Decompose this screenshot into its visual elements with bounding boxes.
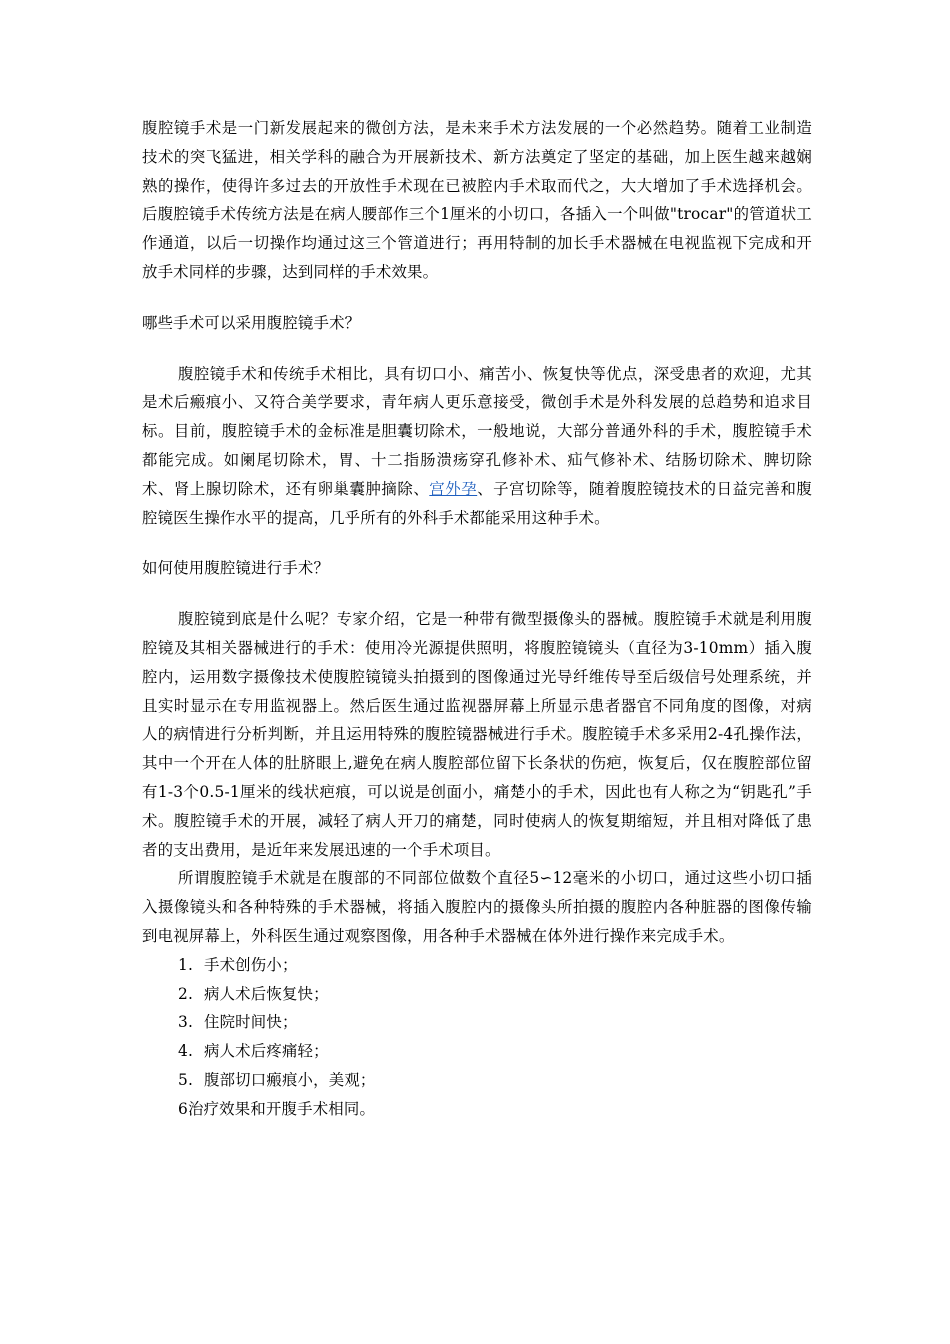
intro-paragraph: 腹腔镜手术是一门新发展起来的微创方法，是未来手术方法发展的一个必然趋势。随着工业制造技术的突飞猛进，相关学科的融合为开展新技术、新方法奠定了坚定的基础，加上医生越来越娴熟的操作，使得许多过去的开放性手术现在已被腔内手术取而代之，大大增加了手术选择机会。后腹腔镜手术传统方法是在病人腰部作三个1厘米的小切口，各插入一个叫做"trocar"的管道状工作通道，以后一切操作均通过这三个管道进行；再用特制的加长手术器械在电视监视下完成和开放手术同样的步骤，达到同样的手术效果。 xyxy=(142,119,812,281)
list-item-last: 6治疗效果和开腹手术相同。 xyxy=(178,1099,376,1118)
list-item-text: 手术创伤小； xyxy=(204,955,298,974)
list-item xyxy=(142,1037,812,1066)
which-surgeries-text-start: 腹腔镜手术和传统手术相比，具有切口小、痛苦小、恢复快等优点，深受患者的欢迎，尤其是术后瘢痕小、又符合美学要求，青年病人更乐意接受，微创手术是外科发展的总趋势和追求目标。目前，腹腔镜手术的金标准是胆囊切除术，一般地说，大部分普通外科的手术，腹腔镜手术都能完成。如阑尾切除术，胃、十二指肠溃疡穿孔修补术、疝气修补术、结肠切除术、脾切除术、肾上腺切除术，还有卵巢囊肿摘除、 xyxy=(142,364,812,498)
list-item-number: 5. xyxy=(178,1070,194,1089)
list-item-number: 2. xyxy=(178,984,194,1003)
list-item-text: 腹部切口瘢痕小，美观； xyxy=(204,1070,376,1089)
list-item xyxy=(142,1008,812,1037)
section-heading-which-surgeries: 哪些手术可以采用腹腔镜手术？ xyxy=(142,313,361,332)
list-item-number: 1. xyxy=(178,955,194,974)
which-surgeries-paragraph xyxy=(142,360,812,533)
list-item-text: 住院时间快； xyxy=(204,1013,298,1032)
list-item-text: 病人术后恢复快； xyxy=(204,984,329,1003)
which-surgeries-text-end: 、子宫切除等，随着腹腔镜技术的日益完善和腹腔镜医生操作水平的提高，几乎所有的外科手术都能采用这种手术。 xyxy=(142,479,812,527)
how-to-use-paragraph-2: 所谓腹腔镜手术就是在腹部的不同部位做数个直径5∽12毫米的小切口，通过这些小切口插入摄像镜头和各种特殊的手术器械，将插入腹腔内的摄像头所拍摄的腹腔内各种脏器的图像传输到电视屏幕上，外科医生通过观察图像，用各种手术器械在体外进行操作来完成手术。 xyxy=(142,869,812,945)
list-item xyxy=(142,951,812,980)
list-item xyxy=(142,1066,812,1095)
advantages-list xyxy=(142,951,812,1095)
list-item-number: 4. xyxy=(178,1042,194,1061)
list-item xyxy=(142,980,812,1009)
list-item-number: 3. xyxy=(178,1013,194,1032)
ectopic-pregnancy-link[interactable]: 宫外孕 xyxy=(429,479,478,498)
section-heading-how-to-use: 如何使用腹腔镜进行手术？ xyxy=(142,559,330,578)
list-item-text: 病人术后疼痛轻； xyxy=(204,1042,329,1061)
how-to-use-paragraph-1: 腹腔镜到底是什么呢？专家介绍，它是一种带有微型摄像头的器械。腹腔镜手术就是利用腹腔镜及其相关器械进行的手术：使用冷光源提供照明，将腹腔镜镜头（直径为3-10mm）插入腹腔内，运用数字摄像技术使腹腔镜镜头拍摄到的图像通过光导纤维传导至后级信号处理系统，并且实时显示在专用监视器上。然后医生通过监视器屏幕上所显示患者器官不同角度的图像，对病人的病情进行分析判断，并且运用特殊的腹腔镜器械进行手术。腹腔镜手术多采用2-4孔操作法，其中一个开在人体的肚脐眼上,避免在病人腹腔部位留下长条状的伤疤，恢复后，仅在腹腔部位留有1-3个0.5-1厘米的线状疤痕，可以说是创面小，痛楚小的手术，因此也有人称之为“钥匙孔”手术。腹腔镜手术的开展，减轻了病人开刀的痛楚，同时使病人的恢复期缩短，并且相对降低了患者的支出费用，是近年来发展迅速的一个手术项目。 xyxy=(142,610,812,859)
